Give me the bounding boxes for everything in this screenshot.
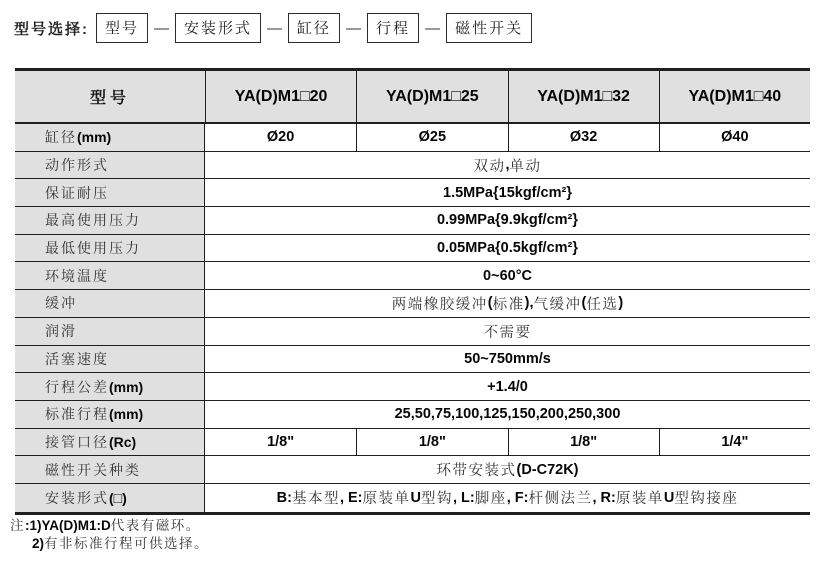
row-label	[15, 235, 205, 262]
text-run: U	[663, 489, 675, 506]
text-run: 原装单	[362, 491, 411, 508]
text-run: (mm)	[109, 378, 144, 395]
text-run: 型钩	[421, 491, 453, 508]
selection-box-3: 行程	[367, 13, 419, 43]
text-run: B:	[276, 489, 292, 506]
table-row	[15, 235, 810, 263]
row-label	[15, 124, 205, 151]
row-value	[205, 318, 810, 345]
header-cell-model-0	[205, 71, 356, 122]
row-label	[15, 262, 205, 289]
row-label	[15, 484, 205, 512]
table-row	[15, 346, 810, 374]
text-run: 有非标准行程可供选择。	[44, 536, 210, 551]
row-value-cell-3	[659, 124, 810, 151]
text-run: 0.05MPa{0.5kgf/cm²}	[436, 240, 579, 257]
text-run: 行程公差	[45, 378, 109, 395]
table-row	[15, 290, 810, 318]
text-run: YA(D)M1□32	[537, 87, 630, 105]
text-run: 原装单	[615, 491, 664, 508]
text-run: 气缓冲	[533, 296, 582, 313]
text-run: 1/8"	[418, 433, 446, 450]
row-value	[205, 401, 810, 428]
text-run: 0.99MPa{9.9kgf/cm²}	[436, 212, 579, 229]
text-run: 50~750mm/s	[464, 350, 551, 367]
table-row	[15, 124, 810, 152]
text-run: 1/8"	[570, 433, 598, 450]
table-row	[15, 318, 810, 346]
text-run: (Rc)	[109, 433, 137, 450]
row-value	[205, 262, 810, 289]
table-row	[15, 484, 810, 512]
selection-box-0: 型号	[96, 13, 148, 43]
table-row	[15, 179, 810, 207]
text-run: 活塞速度	[45, 350, 109, 367]
row-value-cell-3	[659, 429, 810, 456]
text-run: (□)	[109, 489, 127, 506]
row-label	[15, 429, 205, 456]
model-selection-bar	[14, 13, 532, 43]
text-run: (mm)	[77, 129, 112, 146]
row-value	[205, 373, 810, 400]
text-run: 标准	[492, 296, 525, 313]
text-run: 环境温度	[45, 267, 109, 284]
row-label	[15, 290, 205, 317]
table-body	[15, 124, 810, 512]
header-cell-model-label: 型号	[89, 90, 130, 107]
header-cell-model-3	[659, 71, 810, 122]
text-run: 保证耐压	[45, 184, 109, 201]
text-run: 脚座	[474, 491, 507, 508]
note-prefix	[10, 518, 30, 533]
dash-separator: —	[154, 19, 170, 37]
table-row	[15, 207, 810, 235]
text-run: 1)YA(D)M1:D	[29, 518, 111, 533]
notes	[10, 517, 209, 553]
text-run: 润滑	[45, 323, 77, 340]
text-run: 最高使用压力	[45, 212, 141, 229]
row-label	[15, 373, 205, 400]
row-value-cell-1	[356, 124, 507, 151]
selection-box-4: 磁性开关	[446, 13, 532, 43]
table-row	[15, 429, 810, 457]
table-row	[15, 401, 810, 429]
dash-separator: —	[425, 19, 441, 37]
row-value-cell-2	[508, 429, 659, 456]
text-run: 缓冲	[45, 295, 77, 312]
text-run: 代表有磁环。	[110, 518, 201, 533]
text-run: 1.5MPa{15kgf/cm²}	[443, 184, 572, 201]
row-value-cell-0	[205, 124, 356, 151]
text-run: 基本型	[291, 491, 340, 508]
row-value-cell-1	[356, 429, 507, 456]
text-run: ),	[524, 295, 534, 312]
selection-label: 型号选择:	[14, 20, 89, 38]
row-value	[205, 235, 810, 262]
selection-box-2: 缸径	[288, 13, 340, 43]
text-run: 杆侧法兰	[528, 491, 593, 508]
text-run: 标准行程	[45, 406, 109, 423]
text-run: 安装形式	[45, 489, 109, 506]
text-run: (mm)	[109, 406, 144, 423]
dash-separator: —	[267, 19, 283, 37]
text-run: :	[25, 518, 30, 533]
text-run: 单动	[509, 158, 542, 175]
row-label	[15, 346, 205, 373]
text-run: , F:	[506, 489, 529, 506]
selection-box-1: 安装形式	[175, 13, 261, 43]
note-line	[32, 535, 209, 553]
text-run: 任选	[586, 296, 619, 313]
text-run: 两端橡胶缓冲	[391, 296, 488, 313]
spec-table	[15, 68, 810, 515]
text-run: 1/8"	[267, 433, 295, 450]
table-row	[15, 373, 810, 401]
row-label	[15, 179, 205, 206]
row-value	[205, 207, 810, 234]
text-run: (	[581, 295, 587, 312]
selection-boxes	[96, 13, 532, 43]
text-run: )	[618, 295, 624, 312]
text-run: 动作形式	[45, 157, 109, 174]
text-run: , L:	[453, 489, 475, 506]
header-cell-model-2	[508, 71, 659, 122]
table-row	[15, 152, 810, 180]
text-run: (D-C72K)	[516, 461, 579, 478]
row-value	[205, 290, 810, 317]
header-cell-model-1	[356, 71, 507, 122]
text-run: 25,50,75,100,125,150,200,250,300	[394, 406, 621, 423]
note-line	[10, 517, 209, 535]
table-row	[15, 456, 810, 484]
text-run: YA(D)M1□40	[688, 87, 782, 105]
row-value	[205, 484, 810, 512]
text-run: 双动	[473, 158, 506, 175]
text-run: (	[487, 295, 493, 312]
text-run: U	[410, 489, 421, 506]
row-label	[15, 152, 205, 179]
text-run: Ø20	[266, 129, 295, 146]
row-label	[15, 401, 205, 428]
dash-separator: —	[346, 19, 362, 37]
text-run: 接管口径	[45, 433, 109, 450]
text-run: , E:	[339, 489, 363, 506]
row-label	[15, 207, 205, 234]
text-run: 注	[10, 518, 25, 533]
text-run: YA(D)M1□25	[386, 87, 479, 105]
text-run: +1.4/0	[487, 378, 528, 395]
text-run: 2)	[32, 536, 45, 551]
text-run: 环带安装式	[436, 463, 517, 480]
row-value	[205, 456, 810, 483]
text-run: 缸径	[45, 129, 77, 146]
text-run: Ø25	[418, 129, 447, 146]
table-header-row	[15, 71, 810, 124]
text-run: 1/4"	[721, 433, 749, 450]
text-run: 最低使用压力	[45, 240, 141, 257]
row-value	[205, 346, 810, 373]
row-label	[15, 318, 205, 345]
row-label	[15, 456, 205, 483]
row-value	[205, 152, 810, 179]
text-run: YA(D)M1□20	[234, 87, 328, 105]
table-row	[15, 262, 810, 290]
row-value-cell-0	[205, 429, 356, 456]
text-run: , R:	[592, 489, 616, 506]
text-run: Ø32	[569, 129, 598, 146]
text-run: 型钩接座	[674, 491, 739, 508]
text-run: ,	[505, 157, 510, 174]
text-run: 不需要	[483, 324, 532, 341]
row-value-cell-2	[508, 124, 659, 151]
text-run: 0~60°C	[483, 267, 532, 284]
text-run: 磁性开关种类	[45, 461, 141, 478]
text-run: Ø40	[721, 129, 749, 146]
row-value	[205, 179, 810, 206]
